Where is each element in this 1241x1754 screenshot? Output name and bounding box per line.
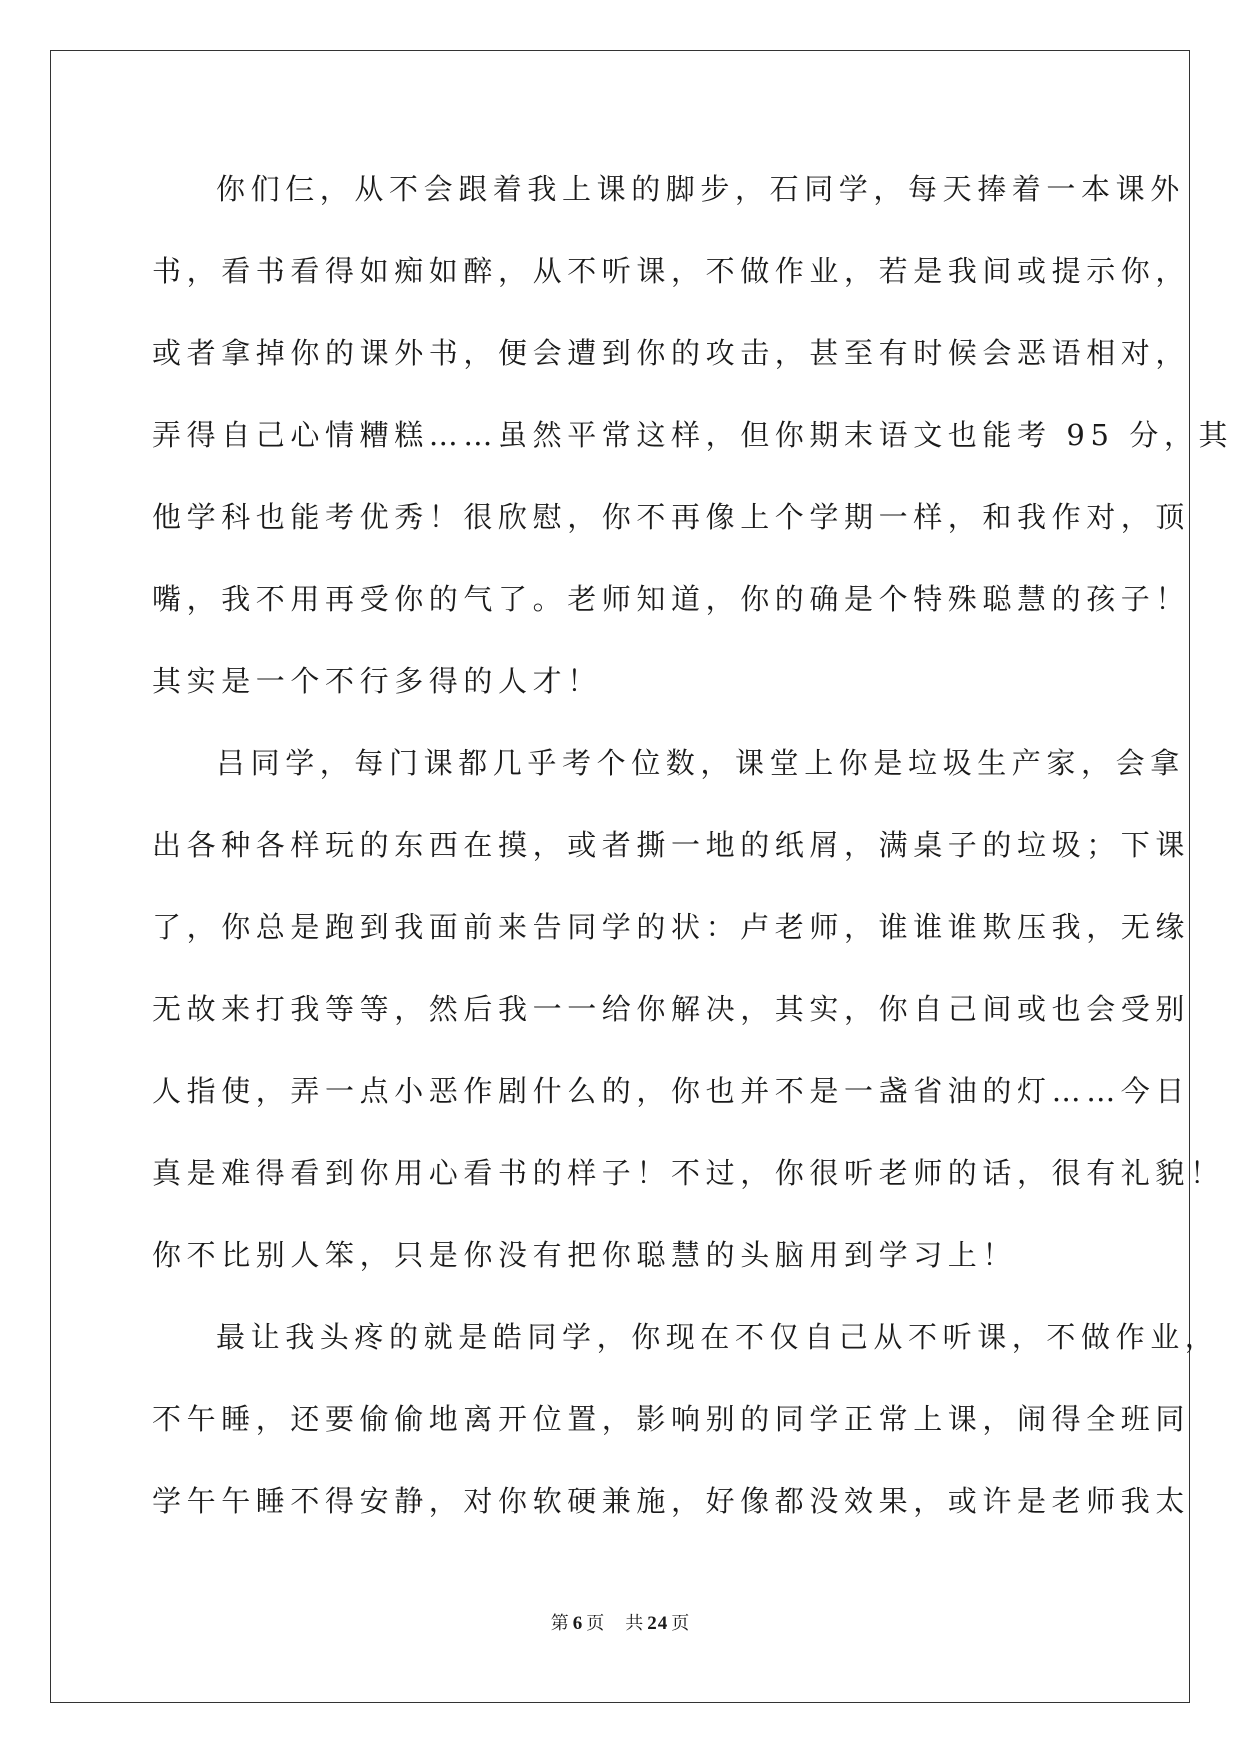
text-line: 人指使，弄一点小恶作剧什么的，你也并不是一盏省油的灯……今日: [152, 1074, 1191, 1108]
text-line: 出各种各样玩的东西在摸，或者撕一地的纸屑，满桌子的垃圾；下课: [152, 828, 1191, 862]
text-line: 书，看书看得如痴如醉，从不听课，不做作业，若是我间或提示你，: [152, 254, 1191, 288]
text-line: 不午睡，还要偷偷地离开位置，影响别的同学正常上课，闹得全班同: [152, 1402, 1191, 1436]
total-pages: 24: [647, 1613, 669, 1634]
page-footer: [0, 1609, 1241, 1635]
text-line: 你们仨，从不会跟着我上课的脚步，石同学，每天捧着一本课外: [216, 172, 1185, 206]
page-number: 6: [572, 1613, 584, 1634]
text-line: 最让我头疼的就是皓同学，你现在不仅自己从不听课，不做作业，: [216, 1320, 1220, 1354]
document-body: [152, 163, 1234, 1557]
text-line: 你不比别人笨，只是你没有把你聪慧的头脑用到学习上！: [152, 1238, 1018, 1272]
total-suffix: 页: [671, 1613, 691, 1634]
text-line: 学午午睡不得安静，对你软硬兼施，好像都没效果，或许是老师我太: [152, 1484, 1191, 1518]
text-line: 嘴，我不用再受你的气了。老师知道，你的确是个特殊聪慧的孩子！: [152, 582, 1191, 616]
text-line: 他学科也能考优秀！很欣慰，你不再像上个学期一样，和我作对，顶: [152, 500, 1191, 534]
text-line: 弄得自己心情糟糕……虽然平常这样，但你期末语文也能考 95 分，其: [152, 418, 1234, 452]
page-prefix: 第: [550, 1613, 570, 1634]
text-line: 了，你总是跑到我面前来告同学的状：卢老师，谁谁谁欺压我，无缘: [152, 910, 1191, 944]
text-line: 其实是一个不行多得的人才！: [152, 664, 602, 698]
text-line: 真是难得看到你用心看书的样子！不过，你很听老师的话，很有礼貌！: [152, 1156, 1225, 1190]
text-line: 吕同学，每门课都几乎考个位数，课堂上你是垃圾生产家，会拿: [216, 746, 1185, 780]
total-prefix: 共: [625, 1613, 645, 1634]
text-line: 无故来打我等等，然后我一一给你解决，其实，你自己间或也会受别: [152, 992, 1191, 1026]
page-suffix: 页: [586, 1613, 606, 1634]
text-line: 或者拿掉你的课外书，便会遭到你的攻击，甚至有时候会恶语相对，: [152, 336, 1191, 370]
